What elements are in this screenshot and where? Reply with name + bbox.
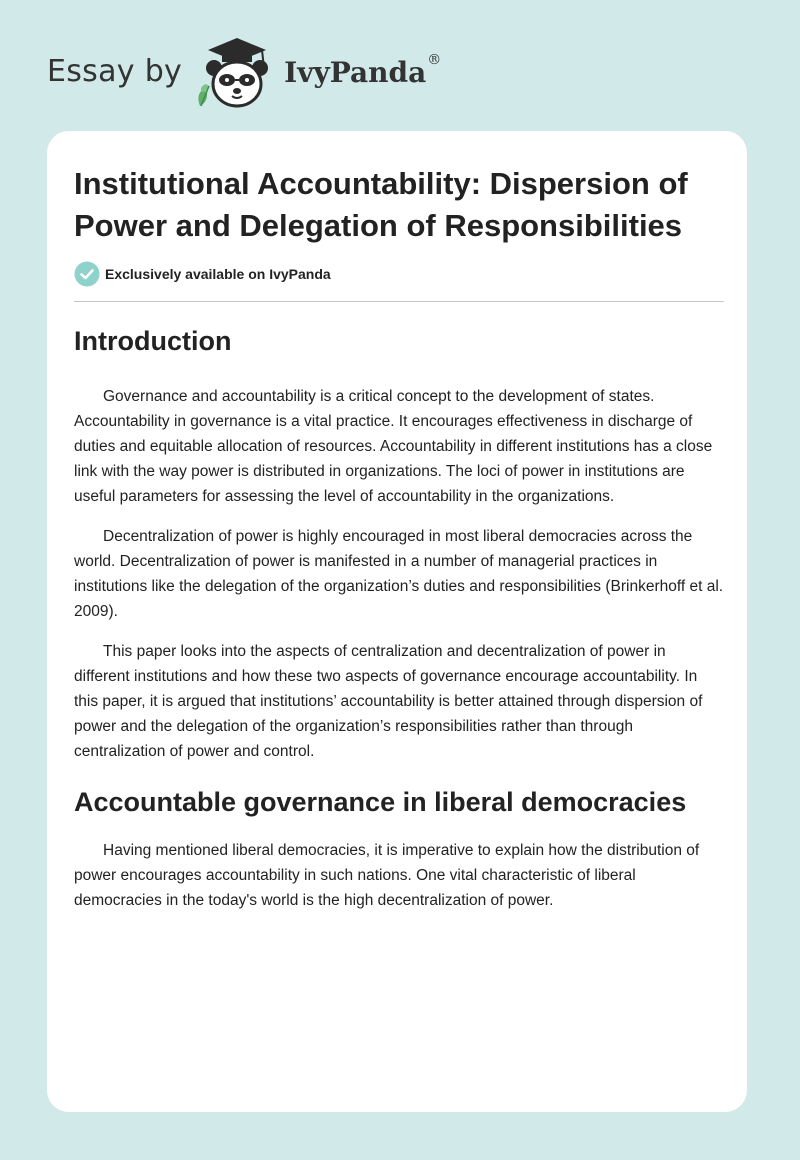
paragraph: Having mentioned liberal democracies, it is imperative to explain how the distribution of power encourages accountability in such nations. One vital characteristic of liberal democracies in the today's world is the high decentralization of power.	[74, 842, 700, 909]
paragraph: This paper looks into the aspects of centralization and decentralization of power in different institutions and how these two aspects of governance encourage accountability. In this paper, it is argued that institutions’ accountability is better attained through dispersion of power and the delegation of the organization’s responsibilities rather than through centralization of power and control.	[74, 643, 703, 760]
paragraph: Decentralization of power is highly encouraged in most liberal democracies across the world. Decentralization of power is manifested in a number of managerial practices in institutions like the delegation of the organization’s duties and responsibilities (Brinkerhoff et al. 2009).	[74, 528, 724, 620]
section-heading-accountable-governance: Accountable governance in liberal democracies	[74, 787, 687, 817]
section-heading-introduction: Introduction	[74, 326, 232, 356]
brand-name: IvyPanda®	[284, 51, 442, 89]
site-header	[47, 34, 441, 112]
exclusive-badge-label: Exclusively available on IvyPanda	[105, 266, 331, 282]
title-divider	[74, 301, 724, 302]
check-circle-icon	[74, 261, 100, 287]
registered-mark: ®	[427, 51, 442, 68]
essay-by-label: Essay by	[47, 53, 183, 89]
paragraph: Governance and accountability is a critical concept to the development of states. Accountability in governance is a vital practice. It encourages effectiveness in discharge of duties and equitable allocation of resources. Accountability in different institutions has a close link with the way power is distributed in organizations. The loci of power in institutions are useful parameters for assessing the level of accountability in the organizations.	[74, 388, 713, 505]
exclusive-badge	[74, 261, 724, 287]
ivypanda-logo-icon[interactable]	[192, 34, 282, 112]
essay-card	[47, 131, 747, 1112]
page-title: Institutional Accountability: Dispersion of Power and Delegation of Responsibilities	[74, 166, 688, 243]
essay-content	[74, 163, 724, 913]
